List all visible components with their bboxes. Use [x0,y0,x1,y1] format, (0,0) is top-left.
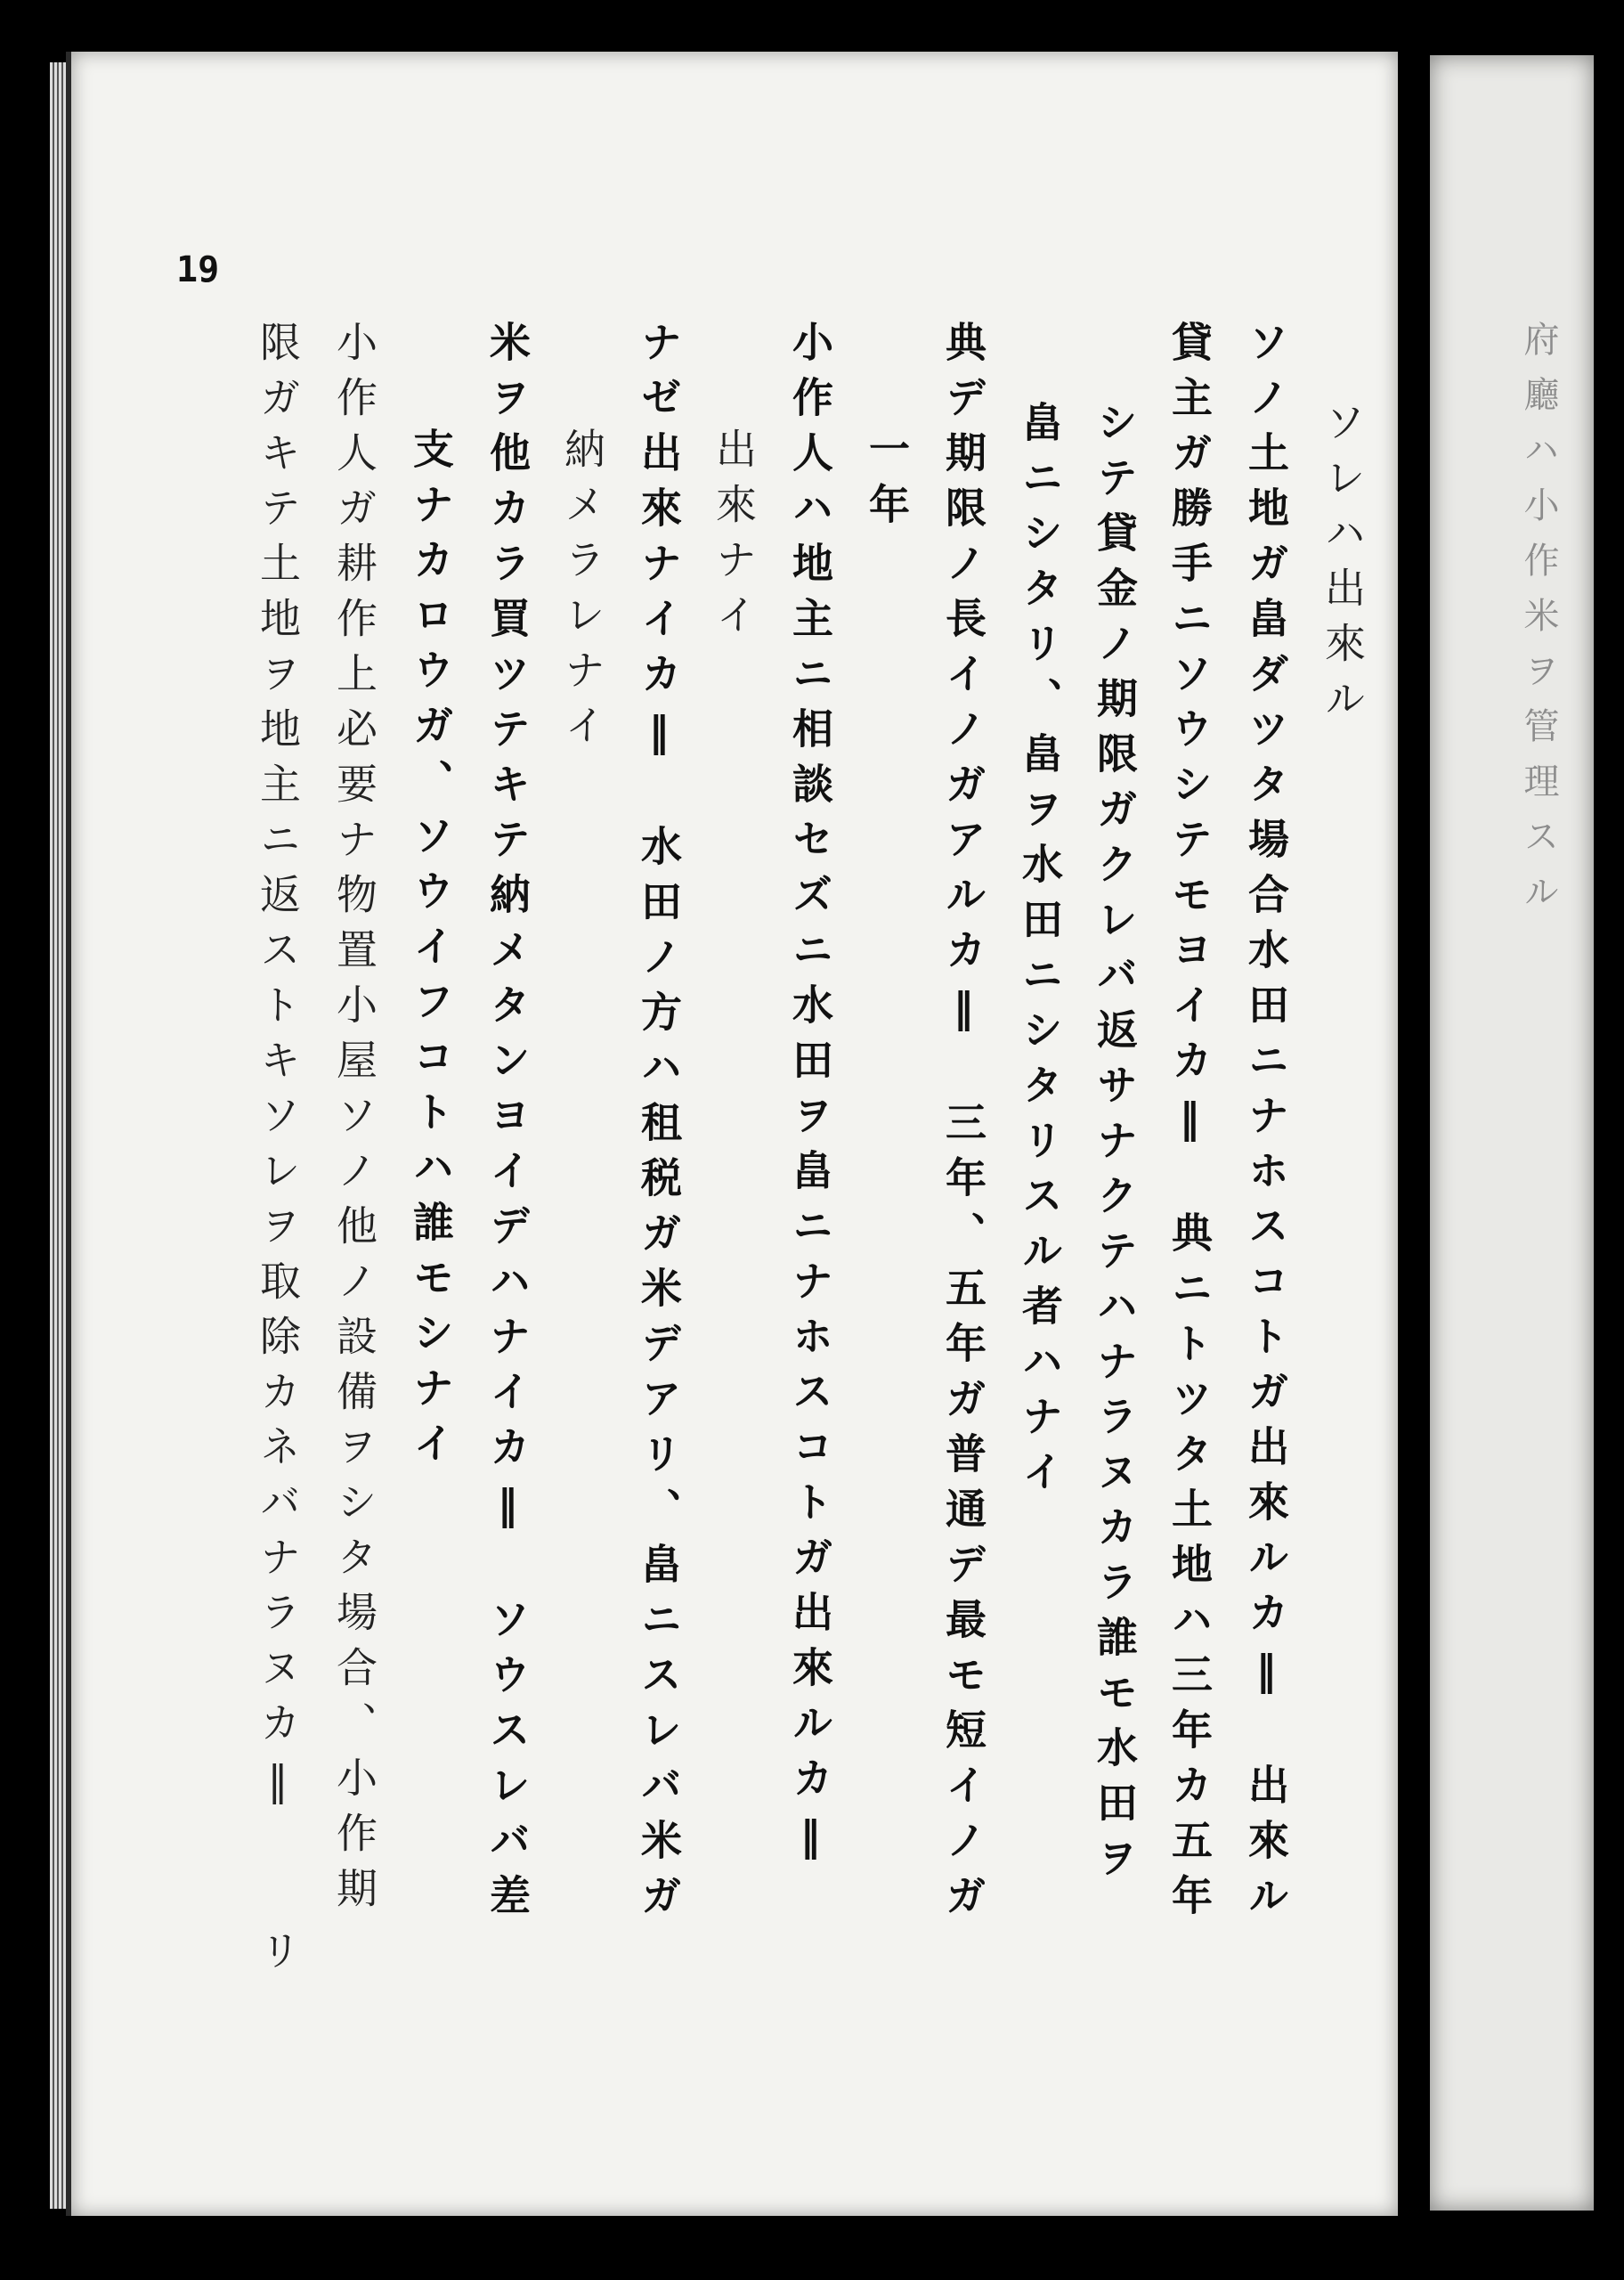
text-column-7: 一年 [863,428,911,538]
text-column-12: 米ヲ他カラ買ツテキテ納メタンヨイデハナイカ‖ ソウスレバ差 [483,321,532,1929]
facing-page-text: 府廳ハ小作米ヲ管理スル [1518,321,1559,928]
text-column-6: 典デ期限ノ長イノガアルカ‖ 三年、五年ガ普通デ最モ短イノガ [939,321,987,1929]
text-column-4: シテ貸金ノ期限ガクレバ返サナクテハナラヌカラ誰モ水田ヲ [1091,401,1139,1892]
text-column-1: ソレハ出來ル [1319,401,1367,732]
page-number: 19 [176,249,220,290]
facing-page [1430,55,1594,2211]
text-column-8: 小作人ハ地主ニ相談セズニ水田ヲ畠ニナホスコトガ出來ルカ‖ [786,321,834,1874]
text-column-3: 貸主ガ勝手ニソウシテモヨイカ‖ 典ニトツタ土地ハ三年カ五年 [1165,321,1214,1929]
text-column-5: 畠ニシタリ、畠ヲ水田ニシタリスル者ハナイ [1016,401,1064,1505]
text-column-15: 限ガキテ土地ヲ地主ニ返ストキソレヲ取除カネバナラヌカ‖ リ [254,321,302,1984]
text-column-13: 支ナカロウガ、ソウイフコトハ誰モシナイ [407,428,455,1477]
text-column-11: 納メラレナイ [558,428,606,759]
text-column-9: 出來ナイ [710,428,758,648]
text-column-14: 小作人ガ耕作上必要ナ物置小屋ソノ他ノ設備ヲシタ場合、小作期 [330,321,378,1922]
text-column-10: ナゼ出來ナイカ‖ 水田ノ方ハ租税ガ米デアリ、畠ニスレバ米ガ [635,321,683,1929]
text-column-2: ソノ土地ガ畠ダツタ場合水田ニナホスコトガ出來ルカ‖ 出來ル [1242,321,1290,1929]
